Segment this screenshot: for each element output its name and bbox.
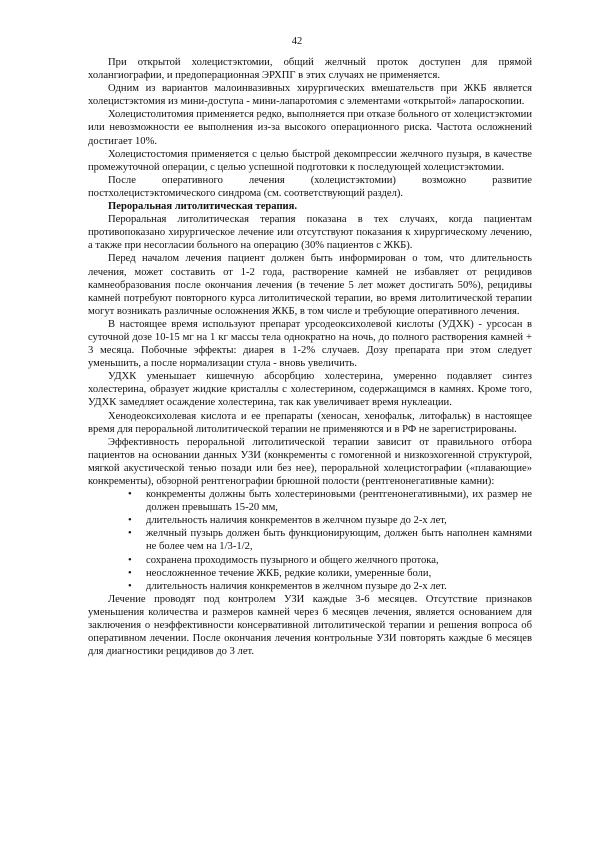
paragraph: Хенодеоксихолевая кислота и ее препараты (хеносан, хенофальк, литофальк) в настоящее время для пероральной литолитической терапии не применяются и в РФ не зарегистрированы. (88, 410, 532, 435)
bullet-icon: • (128, 528, 132, 540)
paragraph: Эффективность пероральной литолитической терапии зависит от правильного отбора пациентов на основании данных УЗИ (конкременты с гомогенной и низкоэхогенной структурой, мягкой акустической тенью позади или без нее), пероральной холецистографии («плавающие» конкременты), обзорной рентгенографии брюшной полости (рентгенонегативные камни): (88, 436, 532, 487)
list-item-text: конкременты должны быть холестериновыми (рентгенонегативными), их размер не должен превышать 15-20 мм, (146, 489, 532, 514)
bullet-icon: • (128, 567, 132, 579)
list-item (128, 488, 532, 514)
paragraphs-after (88, 593, 532, 658)
paragraph: Лечение проводят под контролем УЗИ каждые 3-6 месяцев. Отсутствие признаков уменьшения количества и размеров камней через 6 месяцев лечения, является основанием для заключения о неэффективности консервативной литолитической терапии и решения вопроса об оперативном лечении. После окончания лечения контрольные УЗИ повторять каждые 6 месяцев для диагностики рецидивов до 3 лет. (88, 593, 532, 658)
paragraph: После оперативного лечения (холецистэктомии) возможно развитие постхолецистэктомического синдрома (см. соответствующий раздел). (88, 174, 532, 199)
list-item-text: сохранена проходимость пузырного и общего желчного протока, (146, 554, 439, 566)
list-item (128, 554, 532, 567)
paragraph: В настоящее время используют препарат урсодеоксихолевой кислоты (УДХК) - урсосан в суточной дозе 10-15 мг на 1 кг массы тела однократно на ночь, до полного растворения камней + 3 месяца. Побочные эффекты: диарея в 1-2% случаев. Дозу препарата при этом следует уменьшить, а после нормализации стула - вновь увеличить. (88, 318, 532, 370)
list-item (128, 567, 532, 580)
list-item-text: неосложненное течение ЖКБ, редкие колики, умеренные боли, (146, 567, 432, 579)
bullet-icon: • (128, 489, 132, 501)
section-heading: Пероральная литолитическая терапия. (108, 201, 298, 213)
list-item (128, 580, 532, 593)
paragraph: Холецистостомия применяется с целью быстрой декомпрессии желчного пузыря, в качестве промежуточной операции, с целью успешной подготовки к последующей холецистэктомии. (88, 148, 532, 173)
list-item (128, 514, 532, 527)
bullet-icon: • (128, 515, 132, 527)
paragraph: Перед началом лечения пациент должен быть информирован о том, что длительность лечения, может составить от 1-2 года, растворение камней не избавляет от рецидивов камнеобразования после окончания лечения (в течение 5 лет может достигать 50%), рецидивы камней потребуют повторного курса литолитической терапии, во время литолитической терапии могут возникать различные осложнения ЖКБ, в том числе и требующие оперативного лечения. (88, 253, 532, 317)
bullet-icon: • (128, 554, 132, 566)
list-item-text: желчный пузырь должен быть функционирующим, должен быть наполнен камнями не более чем на 1/3-1/2, (146, 528, 532, 553)
paragraph: Пероральная литолитическая терапия показана в тех случаях, когда пациентам противопоказано хирургическое лечение или отсутствуют показания к хирургическому лечению, а также при несогласии больного на операцию (30% пациентов с ЖКБ). (88, 214, 532, 252)
list-item (128, 527, 532, 553)
page-number: 42 (291, 36, 303, 47)
bullet-icon: • (128, 580, 132, 592)
document-body (88, 56, 532, 658)
paragraph: УДХК уменьшает кишечную абсорбцию холестерина, умеренно подавляет синтез холестерина, образует жидкие кристаллы с холестерином, содержащимся в камнях. Кроме того, УДХК замедляет осаждение холестерина, так как увеличивает время нуклеации. (88, 371, 532, 409)
paragraph: Одним из вариантов малоинвазивных хирургических вмешательств при ЖКБ является холецистэктомия из мини-доступа - мини-лапаротомия с элементами «открытой» лапароскопии. (88, 83, 532, 108)
list-item-text: длительность наличия конкрементов в желчном пузыре до 2-х лет. (146, 580, 447, 592)
criteria-list (88, 488, 532, 593)
paragraphs-before (88, 56, 532, 488)
paragraph: Холецистолитомия применяется редко, выполняется при отказе больного от холецистэктомии или невозможности ее выполнения из-за высокого операционного риска. Частота осложнений достигает 10%. (88, 109, 532, 147)
paragraph: При открытой холецистэктомии, общий желчный проток доступен для прямой холангиографии, и предоперационная ЭРХПГ в этих случаях не применяется. (88, 57, 532, 82)
list-item-text: длительность наличия конкрементов в желчном пузыре до 2-х лет, (146, 515, 447, 527)
